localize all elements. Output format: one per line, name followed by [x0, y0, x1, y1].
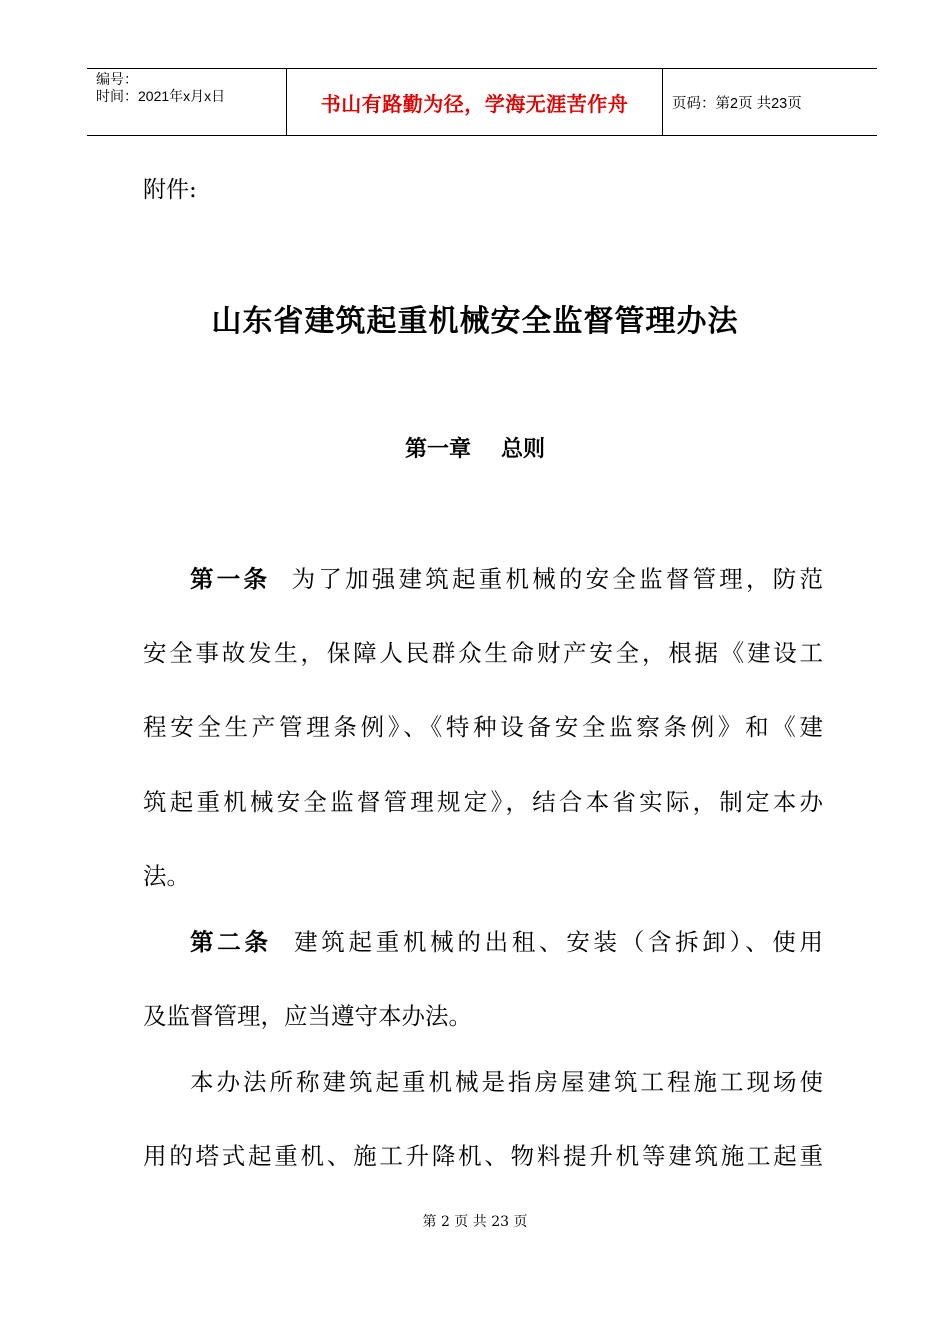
chapter-heading [0, 432, 950, 468]
attachment-label: 附件: [143, 177, 197, 203]
header-page-info: 页码：第2页 共23页 [672, 95, 802, 112]
header-motto: 书山有路勤为径，学海无涯苦作舟 [287, 69, 663, 135]
article-1-label: 第一条 [190, 565, 271, 593]
header-number-label: 编号： [96, 71, 138, 87]
article-2-label: 第二条 [190, 928, 272, 956]
article-1-line-3: 程安全生产管理条例》、《特种设备安全监察条例》和《建 [143, 713, 823, 741]
article-1-line-5: 法。 [143, 862, 190, 890]
document-title: 山东省建筑起重机械安全监督管理办法 [211, 304, 739, 339]
paragraph-3-line-2: 用的塔式起重机、施工升降机、物料提升机等建筑施工起重 [143, 1142, 823, 1170]
chapter-name: 总则 [501, 437, 546, 462]
article-2-line-2: 及监督管理，应当遵守本办法。 [143, 1002, 472, 1030]
header-time-label: 时间：2021年x月x日 [96, 88, 226, 104]
article-1-text: 为了加强建筑起重机械的安全监督管理，防范 [291, 565, 824, 593]
paragraph-3-line-1: 本办法所称建筑起重机械是指房屋建筑工程施工现场使 [190, 1068, 823, 1096]
page-footer: 第 2 页 共 23 页 [422, 1214, 528, 1230]
article-2-text: 建筑起重机械的出租、安装（含拆卸）、使用 [294, 928, 824, 956]
article-1-line-4: 筑起重机械安全监督管理规定》，结合本省实际，制定本办 [143, 788, 823, 816]
article-1-line-2: 安全事故发生，保障人民群众生命财产安全，根据《建设工 [143, 639, 823, 667]
chapter-number: 第一章 [404, 437, 471, 462]
article-1-line-1 [190, 561, 823, 597]
article-2-line-1 [190, 924, 823, 960]
page-header [87, 68, 877, 136]
header-meta-cell [87, 69, 287, 135]
